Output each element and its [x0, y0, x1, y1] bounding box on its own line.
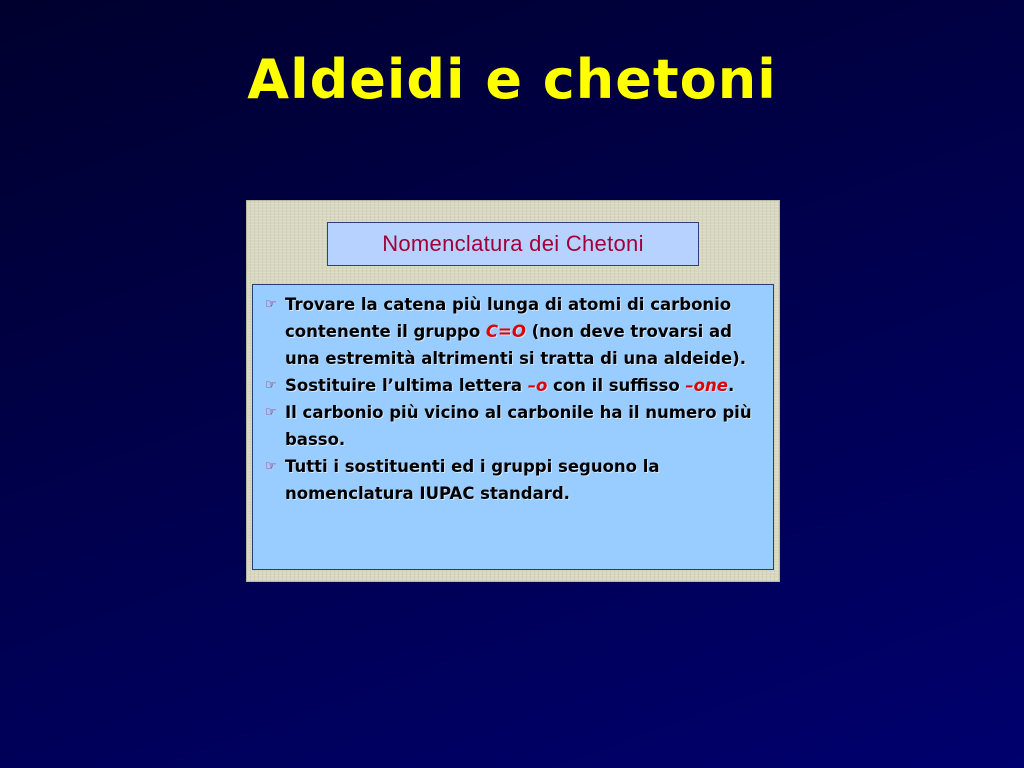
rule-text: Tutti i sostituenti ed i gruppi seguono la nomenclatura IUPAC standard. [285, 457, 660, 503]
rule-text [285, 291, 765, 372]
letter-o: –o [527, 376, 548, 395]
list-item [265, 399, 765, 453]
hand-pointing-icon: ☞ [265, 297, 277, 312]
hand-pointing-icon: ☞ [265, 459, 277, 474]
rule-text-part: . [727, 376, 735, 395]
hand-pointing-icon: ☞ [265, 378, 277, 393]
nomenclature-panel [246, 200, 780, 582]
hand-pointing-icon: ☞ [265, 405, 277, 420]
suffix-one: –one [685, 376, 728, 395]
rule-text-part: Sostituire l’ultima lettera [285, 376, 528, 395]
list-item [265, 372, 765, 399]
list-item [265, 453, 765, 507]
rule-text-part: con il suffisso [547, 376, 686, 395]
rule-text: Il carbonio più vicino al carbonile ha il numero più basso. [285, 403, 752, 449]
slide-title: Aldeidi e chetoni [247, 48, 777, 111]
panel-heading: Nomenclatura dei Chetoni [382, 231, 644, 256]
rules-box [252, 284, 774, 570]
rule-text-part: Trovare la catena più lunga di atomi di carbonio contenente il gruppo [285, 295, 732, 341]
rule-text-part: (non deve trovarsi ad una estremità altrimenti si tratta di una aldeide). [285, 322, 746, 368]
carbonyl-group: C=O [485, 322, 526, 341]
rule-text [285, 372, 765, 399]
panel-heading-box [327, 222, 699, 266]
list-item [265, 291, 765, 372]
rules-list [265, 291, 765, 507]
